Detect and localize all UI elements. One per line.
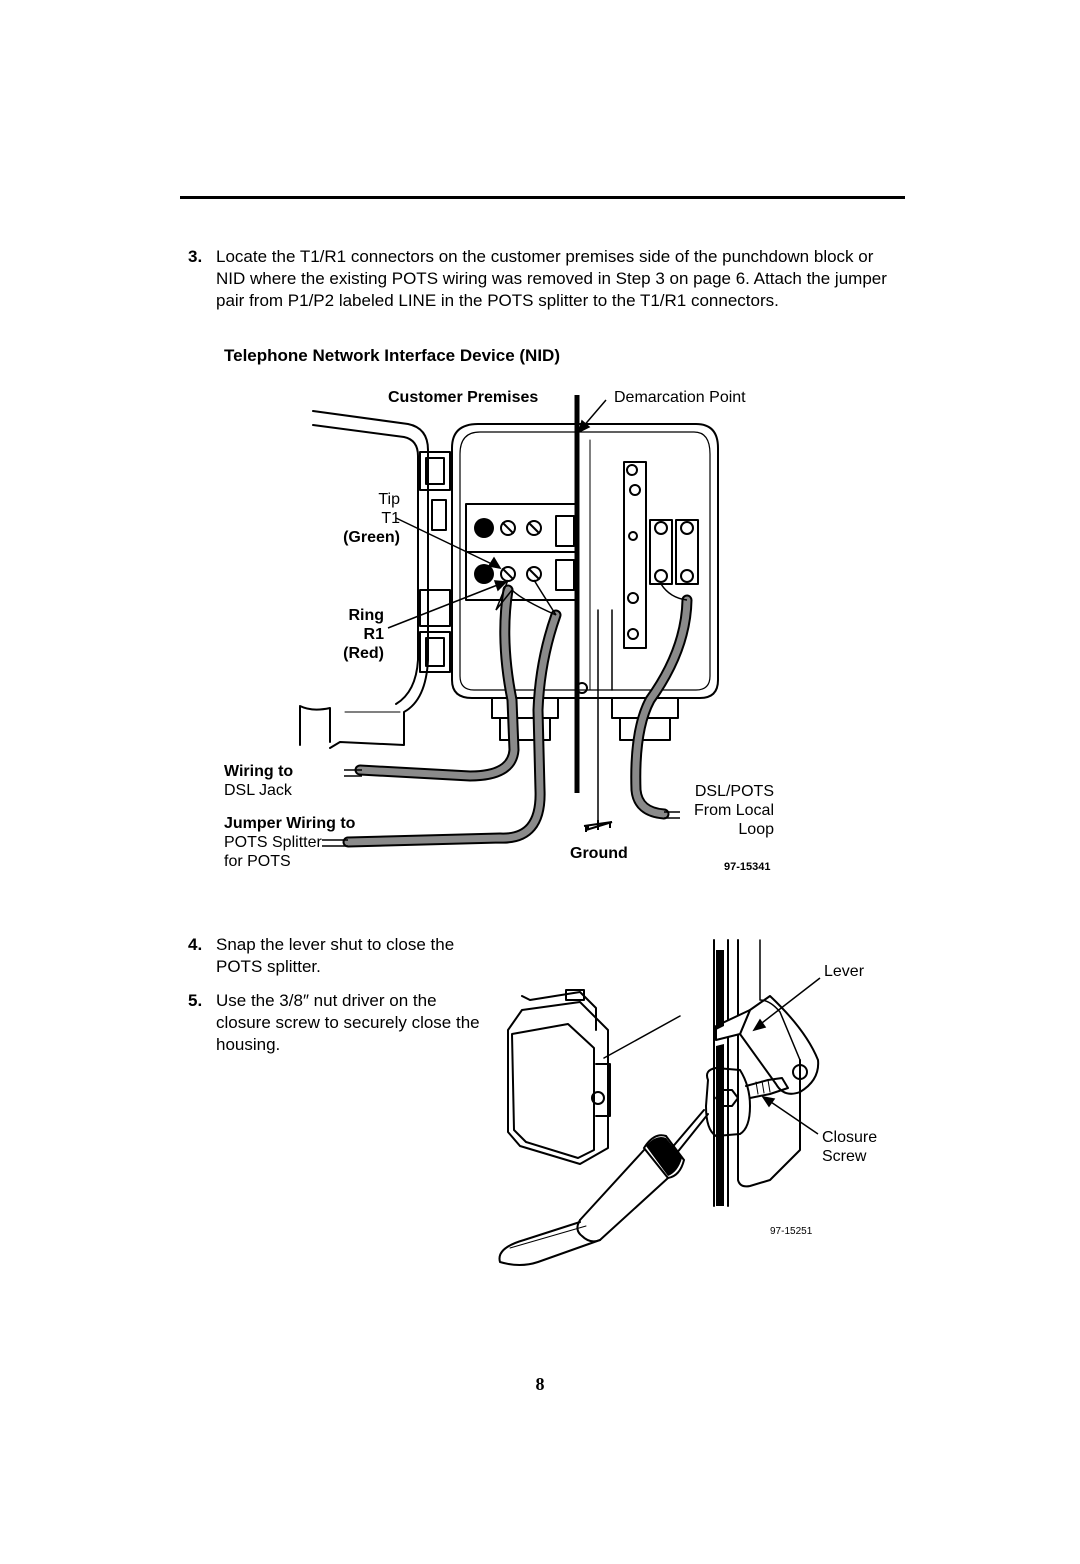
step-5-text: Use the 3/8″ nut driver on the closure screw to securely close the housing. [216,991,480,1054]
jumper-wiring-label: Jumper Wiring to POTS Splitter for POTS [224,815,356,870]
closure-screw-label: Closure Screw [822,1129,878,1165]
demarcation-point-label: Demarcation Point [614,389,746,406]
figure-1-id: 97-15341 [724,861,771,873]
nut-driver-shaft [670,1110,704,1150]
step-3-text: Locate the T1/R1 connectors on the customer premises side of the punchdown block or NID where the existing POTS wiring was removed in Step 3 on page 6. Attach the jumper pair from P1/P2 labeled LINE in the POTS splitter to the T1/R1 connectors. [216,247,887,310]
customer-premises-label: Customer Premises [388,389,539,406]
ground-label: Ground [570,845,628,862]
step-5-number: 5. [188,991,203,1010]
nid-figure-title: Telephone Network Interface Device (NID) [224,346,560,365]
page-number: 8 [535,1374,545,1394]
step-4-number: 4. [188,935,203,954]
dsl-pots-label: DSL/POTS From Local Loop [693,783,774,838]
wiring-to-dsl-jack-label: Wiring to DSL Jack [224,763,294,799]
step-4-text: Snap the lever shut to close the POTS splitter. [216,935,455,976]
ring-label: Ring R1 (Red) [343,607,384,662]
step-3-number: 3. [188,247,203,266]
lever-label: Lever [824,963,865,980]
figure-2-id: 97-15251 [770,1226,813,1237]
tip-label: Tip T1 (Green) [343,491,400,546]
